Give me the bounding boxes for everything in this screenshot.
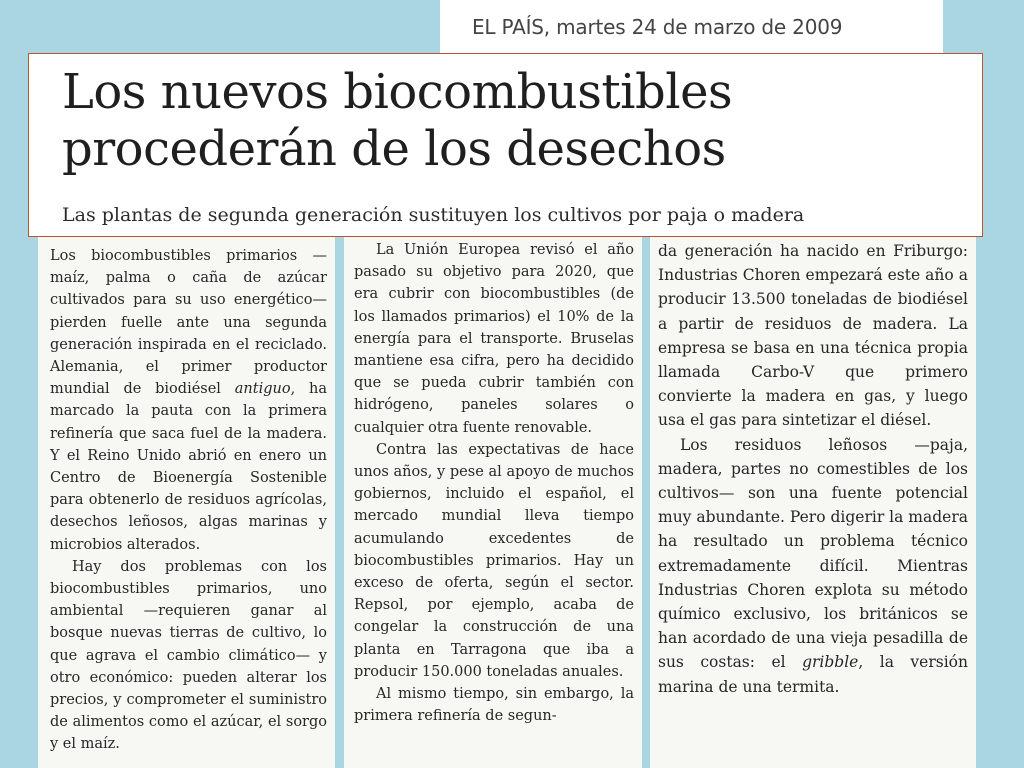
column-2-paragraph-2: Contra las expectativas de hace unos años, y pese al apoyo de muchos gobiernos, incluido el español, el mercado mundial lleva tiempo acumulando excedentes de biocombustibles primarios. Hay un exceso de oferta, según el sector. Repsol, por ejemplo, acaba de congelar la construcción de una planta en Tarragona que iba a producir 150.000 toneladas anuales. — [354, 441, 634, 680]
article-title — [62, 64, 732, 178]
masthead-banner — [440, 0, 943, 56]
masthead-text: EL PAÍS, martes 24 de marzo de 2009 — [472, 15, 843, 39]
article-column-2 — [344, 237, 642, 768]
column-1-paragraph-1-emphasis: antiguo — [234, 381, 291, 398]
column-1-paragraph-1-text-a: Los biocombustibles primarios —maíz, palma o caña de azúcar cultivados para su uso energético— pierden fuelle ante una segunda generación inspirada en el reciclado. Alemania, el primer productor mundial de biodiésel — [50, 248, 327, 398]
column-1-paragraph-1 — [50, 245, 327, 556]
column-3-paragraph-1: da generación ha nacido en Friburgo: Industrias Choren empezará este año a producir 13.500 toneladas de biodiésel a partir de residuos de madera. La empresa se basa en una técnica propia llamada Carbo-V que primero convierte la madera en gas, y luego usa el gas para sintetizar el diésel. — [658, 242, 968, 430]
article-column-3 — [650, 237, 976, 768]
column-2-paragraph-1: La Unión Europea revisó el año pasado su objetivo para 2020, que era cubrir con biocombustibles (de los llamados primarios) el 10% de la energía para el transporte. Bruselas mantiene esa cifra, pero ha decidido que se pueda cubrir también con hidrógeno, paneles solares o cualquier otra fuente renovable. — [354, 242, 634, 436]
column-1-paragraph-2: Hay dos problemas con los biocombustibles primarios, uno ambiental —requieren ganar al bosque nuevas tierras de cultivo, lo que agrava el cambio climático— y otro económico: pueden alterar los precios, y comprometer el suministro de alimentos como el azúcar, el sorgo y el maíz. — [50, 558, 327, 753]
column-3-paragraph-2-emphasis: gribble — [802, 653, 859, 672]
article-column-1 — [38, 237, 335, 768]
title-line-2: procederán de los desechos — [62, 121, 726, 177]
column-3-paragraph-2-text-a: Los residuos leñosos —paja, madera, partes no comestibles de los cultivos— son una fuente potencial muy abundante. Pero digerir la madera ha resultado un problema técnico extremadamente difícil. Mientras Industrias Choren explota su método químico exclusivo, los británicos se han acordado de una vieja pesadilla de sus costas: el — [658, 435, 968, 672]
column-3-paragraph-2 — [658, 433, 968, 699]
column-2-paragraph-3: Al mismo tiempo, sin embargo, la primera refinería de segun- — [354, 686, 634, 725]
column-3-paragraph-2-text-b: , la versión marina de una termita. — [658, 653, 968, 696]
article-subtitle: Las plantas de segunda generación sustituyen los cultivos por paja o madera — [62, 204, 805, 226]
column-1-paragraph-1-text-b: , ha marcado la pauta con la primera refinería que saca fuel de la madera. Y el Reino Unido abrió en enero un Centro de Bioenergía Sostenible para obtenerlo de residuos agrícolas, desechos leñosos, algas marinas y microbios alterados. — [50, 381, 327, 553]
title-line-1: Los nuevos biocombustibles — [62, 64, 733, 120]
headline-box — [28, 53, 983, 237]
